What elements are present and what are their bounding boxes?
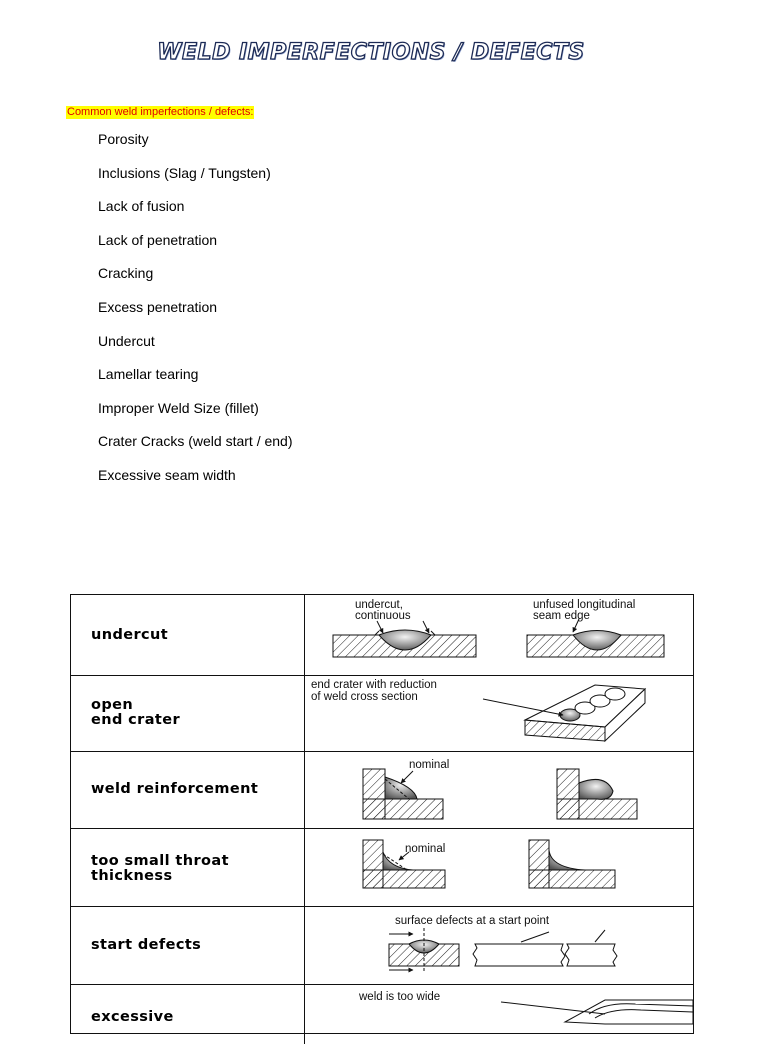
table-row [71, 984, 693, 1044]
figure-label: of weld cross section [311, 691, 418, 703]
figure-label: seam edge [533, 610, 590, 622]
weld-reinforcement-diagram [305, 751, 693, 828]
list-item: Cracking [98, 265, 154, 282]
list-item: Improper Weld Size (fillet) [98, 399, 259, 416]
page-title: WELD IMPERFECTIONS / DEFECTS [157, 40, 585, 65]
row-label: open end crater [91, 697, 181, 728]
list-item: Inclusions (Slag / Tungsten) [98, 164, 271, 181]
figure-label: weld is too wide [359, 991, 441, 1003]
figure-label: surface defects at a start point [395, 915, 550, 927]
row-label: weld reinforcement [91, 781, 259, 797]
list-item: Lack of fusion [98, 198, 185, 215]
table-row [71, 675, 693, 752]
figure-label: nominal [405, 843, 446, 855]
list-item: Undercut [98, 332, 155, 349]
row-label: undercut [91, 627, 169, 643]
row-label: too small throat thickness [91, 853, 229, 884]
start-defects-diagram [305, 906, 693, 984]
table-row [71, 595, 693, 676]
intro-heading: Common weld imperfections / defects: [67, 106, 254, 118]
list-item: Porosity [98, 131, 149, 147]
table-row [71, 906, 693, 985]
list-item: Excessive seam width [98, 466, 236, 483]
list-item: Crater Cracks (weld start / end) [98, 433, 293, 450]
table-row [71, 751, 693, 829]
figure-label: unfused longitudinal [533, 599, 636, 611]
list-item: Lack of penetration [98, 231, 218, 248]
list-item: Excess penetration [98, 298, 218, 315]
row-label: start defects [91, 937, 202, 953]
figure-label: continuous [355, 610, 411, 622]
undercut-diagram [305, 595, 693, 675]
defect-reference-table [70, 594, 694, 1034]
defect-list [98, 131, 293, 501]
throat-thickness-diagram [305, 828, 693, 906]
list-item: Lamellar tearing [98, 366, 199, 383]
end-crater-diagram [305, 675, 693, 751]
figure-label: end crater with reduction [311, 679, 437, 691]
figure-label: nominal [409, 759, 450, 771]
excessive-width-diagram [305, 984, 693, 1044]
table-row [71, 828, 693, 907]
figure-label: undercut, [355, 599, 403, 611]
row-label: excessive [91, 1009, 174, 1025]
